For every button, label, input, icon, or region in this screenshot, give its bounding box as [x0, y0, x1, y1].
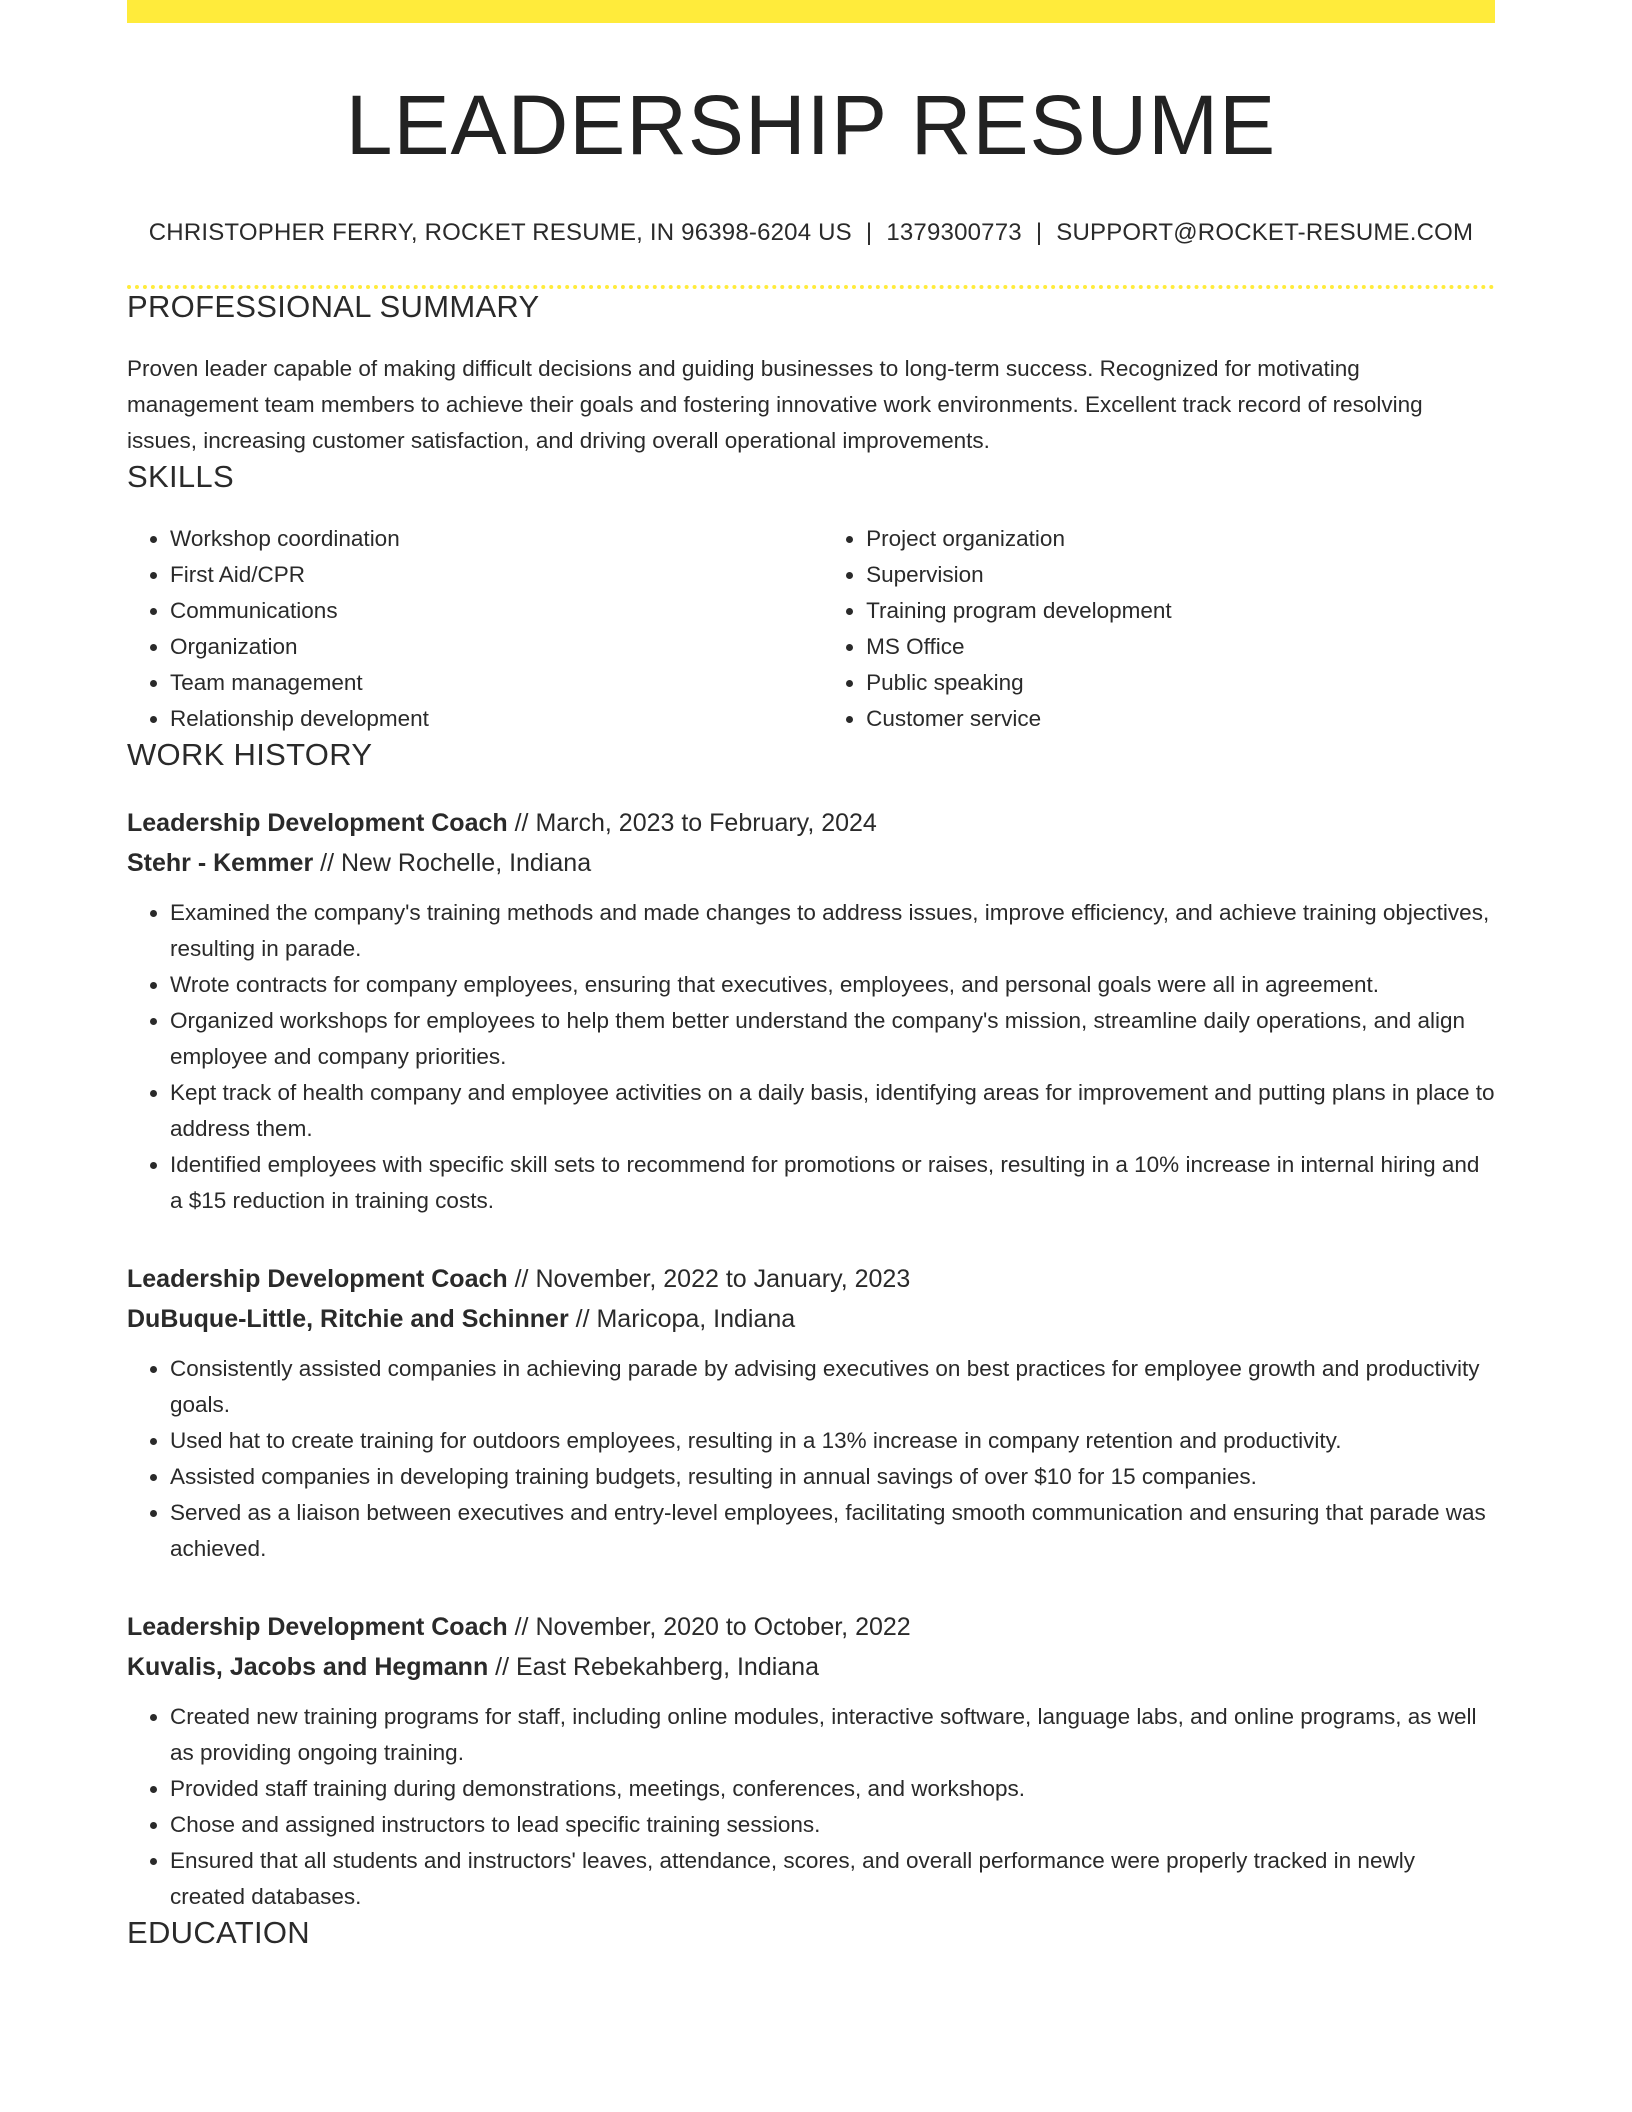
job-title: Leadership Development Coach — [127, 809, 508, 837]
job-company: Stehr - Kemmer — [127, 849, 314, 877]
job-dates: // November, 2020 to October, 2022 — [507, 1613, 911, 1641]
skill-item: • MS Office — [866, 629, 1495, 665]
job-bullet: • Chose and assigned instructors to lead specific training sessions. — [170, 1807, 1495, 1843]
job-dates: // November, 2022 to January, 2023 — [507, 1265, 911, 1293]
job-bullet: • Assisted companies in developing training budgets, resulting in annual savings of over $10 for 15 companies. — [170, 1459, 1495, 1495]
job-entry — [127, 803, 1495, 1219]
job-bullet: • Consistently assisted companies in achieving parade by advising executives on best practices for employee growth and productivity goals. — [170, 1351, 1495, 1423]
job-location: // East Rebekahberg, Indiana — [488, 1653, 819, 1681]
job-bullet: • Kept track of health company and employee activities on a daily basis, identifying areas for improvement and putting plans in place to address them. — [170, 1075, 1495, 1147]
job-company: DuBuque-Little, Ritchie and Schinner — [127, 1305, 569, 1333]
job-bullet: • Organized workshops for employees to help them better understand the company's mission, streamline daily operations, and align employee and company priorities. — [170, 1003, 1495, 1075]
skill-item: • Project organization — [866, 521, 1495, 557]
skill-item: • First Aid/CPR — [170, 557, 823, 593]
job-title-line — [127, 803, 1495, 843]
job-title: Leadership Development Coach — [127, 1265, 508, 1293]
contact-separator: | — [1035, 219, 1043, 246]
skills-column-right — [823, 521, 1495, 737]
work-history-heading: WORK HISTORY — [127, 737, 373, 772]
job-location: // New Rochelle, Indiana — [313, 849, 592, 877]
contact-phone: 1379300773 — [886, 219, 1022, 246]
education-heading: EDUCATION — [127, 1915, 310, 1950]
contact-separator: | — [865, 219, 873, 246]
contact-email: SUPPORT@ROCKET-RESUME.COM — [1056, 219, 1474, 246]
job-bullet: • Wrote contracts for company employees, ensuring that executives, employees, and personal goals were all in agreement. — [170, 967, 1495, 1003]
skill-item: • Public speaking — [866, 665, 1495, 701]
skills-column-left — [127, 521, 823, 737]
job-title-line — [127, 1607, 1495, 1647]
job-location: // Maricopa, Indiana — [568, 1305, 796, 1333]
skill-item: • Training program development — [866, 593, 1495, 629]
job-bullet: • Ensured that all students and instructors' leaves, attendance, scores, and overall performance were properly tracked in newly created databases. — [170, 1843, 1495, 1915]
job-bullets — [127, 1351, 1495, 1567]
job-entry — [127, 1259, 1495, 1567]
summary-heading: PROFESSIONAL SUMMARY — [127, 289, 540, 324]
skill-item: • Supervision — [866, 557, 1495, 593]
job-bullet: • Provided staff training during demonstrations, meetings, conferences, and workshops. — [170, 1771, 1495, 1807]
job-company-line — [127, 843, 1495, 883]
job-bullet: • Examined the company's training methods and made changes to address issues, improve efficiency, and achieve training objectives, resulting in parade. — [170, 895, 1495, 967]
page-title: LEADERSHIP RESUME — [345, 78, 1277, 172]
accent-top-bar — [127, 0, 1495, 23]
job-bullets — [127, 895, 1495, 1219]
contact-address: CHRISTOPHER FERRY, ROCKET RESUME, IN 96398-6204 US — [148, 219, 852, 246]
job-entry — [127, 1607, 1495, 1915]
job-company-line — [127, 1647, 1495, 1687]
skill-item: • Organization — [170, 629, 823, 665]
job-bullet: • Created new training programs for staff, including online modules, interactive software, language labs, and online programs, as well as providing ongoing training. — [170, 1699, 1495, 1771]
summary-text: Proven leader capable of making difficult decisions and guiding businesses to long-term success. Recognized for motivating management team members to achieve their goals and fostering innovative work environments. Excellent track record of resolving issues, increasing customer satisfaction, and driving overall operational improvements. — [127, 356, 1423, 453]
skills-list — [127, 521, 1495, 737]
job-company: Kuvalis, Jacobs and Hegmann — [127, 1653, 489, 1681]
resume-page — [127, 0, 1495, 1951]
job-bullet: • Identified employees with specific skill sets to recommend for promotions or raises, resulting in a 10% increase in internal hiring and a $15 reduction in training costs. — [170, 1147, 1495, 1219]
skills-heading: SKILLS — [127, 459, 234, 494]
job-bullet: • Used hat to create training for outdoors employees, resulting in a 13% increase in company retention and productivity. — [170, 1423, 1495, 1459]
contact-line — [127, 219, 1495, 247]
skill-item: • Customer service — [866, 701, 1495, 737]
skill-item: • Relationship development — [170, 701, 823, 737]
skill-item: • Team management — [170, 665, 823, 701]
skill-item: • Workshop coordination — [170, 521, 823, 557]
skill-item: • Communications — [170, 593, 823, 629]
job-bullet: • Served as a liaison between executives and entry-level employees, facilitating smooth communication and ensuring that parade was achieved. — [170, 1495, 1495, 1567]
job-company-line — [127, 1299, 1495, 1339]
job-bullets — [127, 1699, 1495, 1915]
job-title-line — [127, 1259, 1495, 1299]
job-dates: // March, 2023 to February, 2024 — [507, 809, 877, 837]
job-title: Leadership Development Coach — [127, 1613, 508, 1641]
